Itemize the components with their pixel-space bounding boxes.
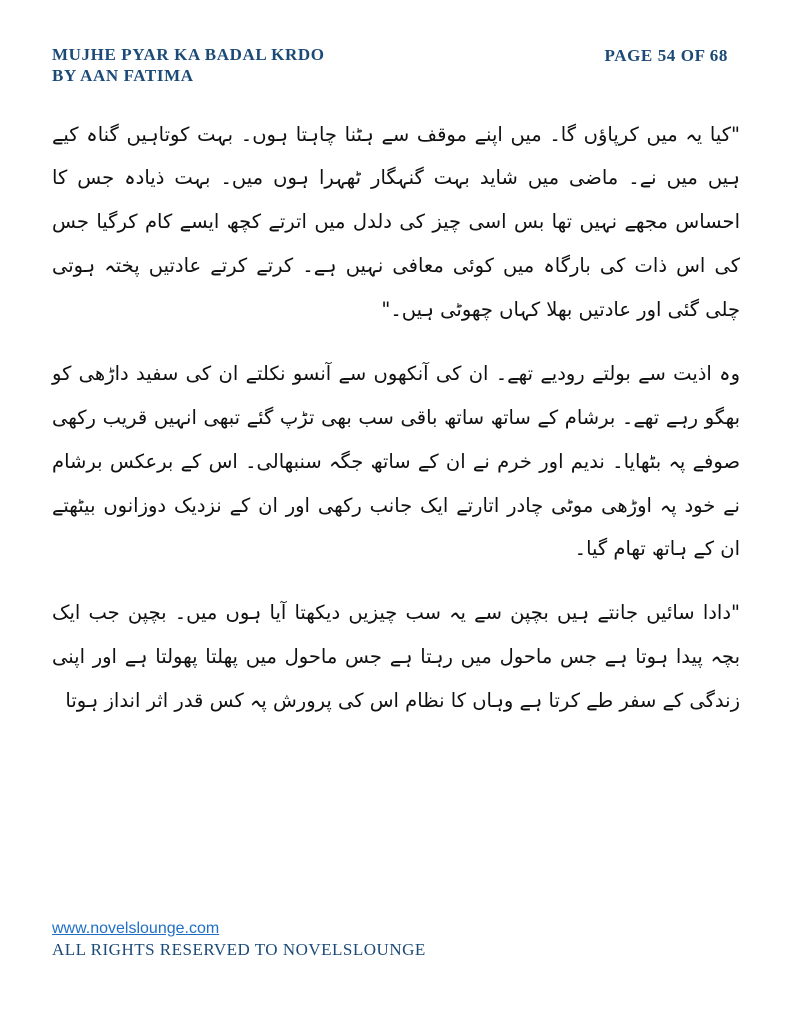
page-footer bbox=[52, 920, 740, 1000]
paragraph: وہ اذیت سے بولتے رودیے تھے۔ ان کی آنکھوں سے آنسو نکلتے ان کی سفید داڑھی کو بھگو رہے تھے۔ برشام کے ساتھ ساتھ باقی سب بھی تڑپ گئے تبھی انہیں قریب رکھی صوفے پہ بٹھایا۔ ندیم اور خرم نے ان کے ساتھ جگہ سنبھالی۔ اس کے برعکس برشام نے خود پہ اوڑھی موٹی چادر اتارتے ایک جانب رکھی اور ان کے نزدیک دوزانوں بیٹھتے ان کے ہاتھ تھام گیا۔ bbox=[52, 361, 740, 561]
book-title: MUJHE PYAR KA BADAL KRDO bbox=[52, 45, 325, 64]
paragraph-spacer bbox=[52, 577, 740, 591]
website-link[interactable]: www.novelslounge.com bbox=[52, 920, 220, 937]
rights-notice: ALL RIGHTS RESERVED TO NOVELSLOUNGE bbox=[52, 940, 426, 959]
paragraph: "کیا یہ میں کرپاؤں گا۔ میں اپنے موقف سے ہٹنا چاہتا ہوں۔ بہت کوتاہیں گناہ کیے ہیں میں نے۔ ماضی میں شاید بہت گنہگار ٹھہرا ہوں میں۔ بہت ذیادہ جس کا احساس مجھے نہیں تھا بس اسی چیز کی دلدل میں اترتے کچھ ایسے کام کرگیا جس کی اس ذات کی بارگاہ میں کوئی معافی نہیں ہے۔ کرتے کرتے عادتیں پختہ ہوتی چلی گئی اور عادتیں بھلا کہاں چھوٹی ہیں۔" bbox=[52, 122, 740, 321]
page-number: PAGE 54 OF 68 bbox=[604, 46, 728, 65]
paragraph: "دادا سائیں جانتے ہیں بچپن سے یہ سب چیزیں دیکھتا آیا ہوں میں۔ بچپن جب ایک بچہ پیدا ہوتا ہے جس ماحول میں رہتا ہے جس ماحول میں پھلتا پھولتا ہے اور اپنی زندگی کے سفر طے کرتا ہے وہاں کا نظام اس کی پرورش پہ کس قدر اثر انداز ہوتا bbox=[52, 601, 740, 712]
page-header bbox=[52, 44, 740, 87]
page-body bbox=[52, 113, 740, 921]
book-author: BY AAN FATIMA bbox=[52, 66, 194, 86]
paragraph-spacer bbox=[52, 338, 740, 352]
header-title-block bbox=[52, 44, 325, 87]
